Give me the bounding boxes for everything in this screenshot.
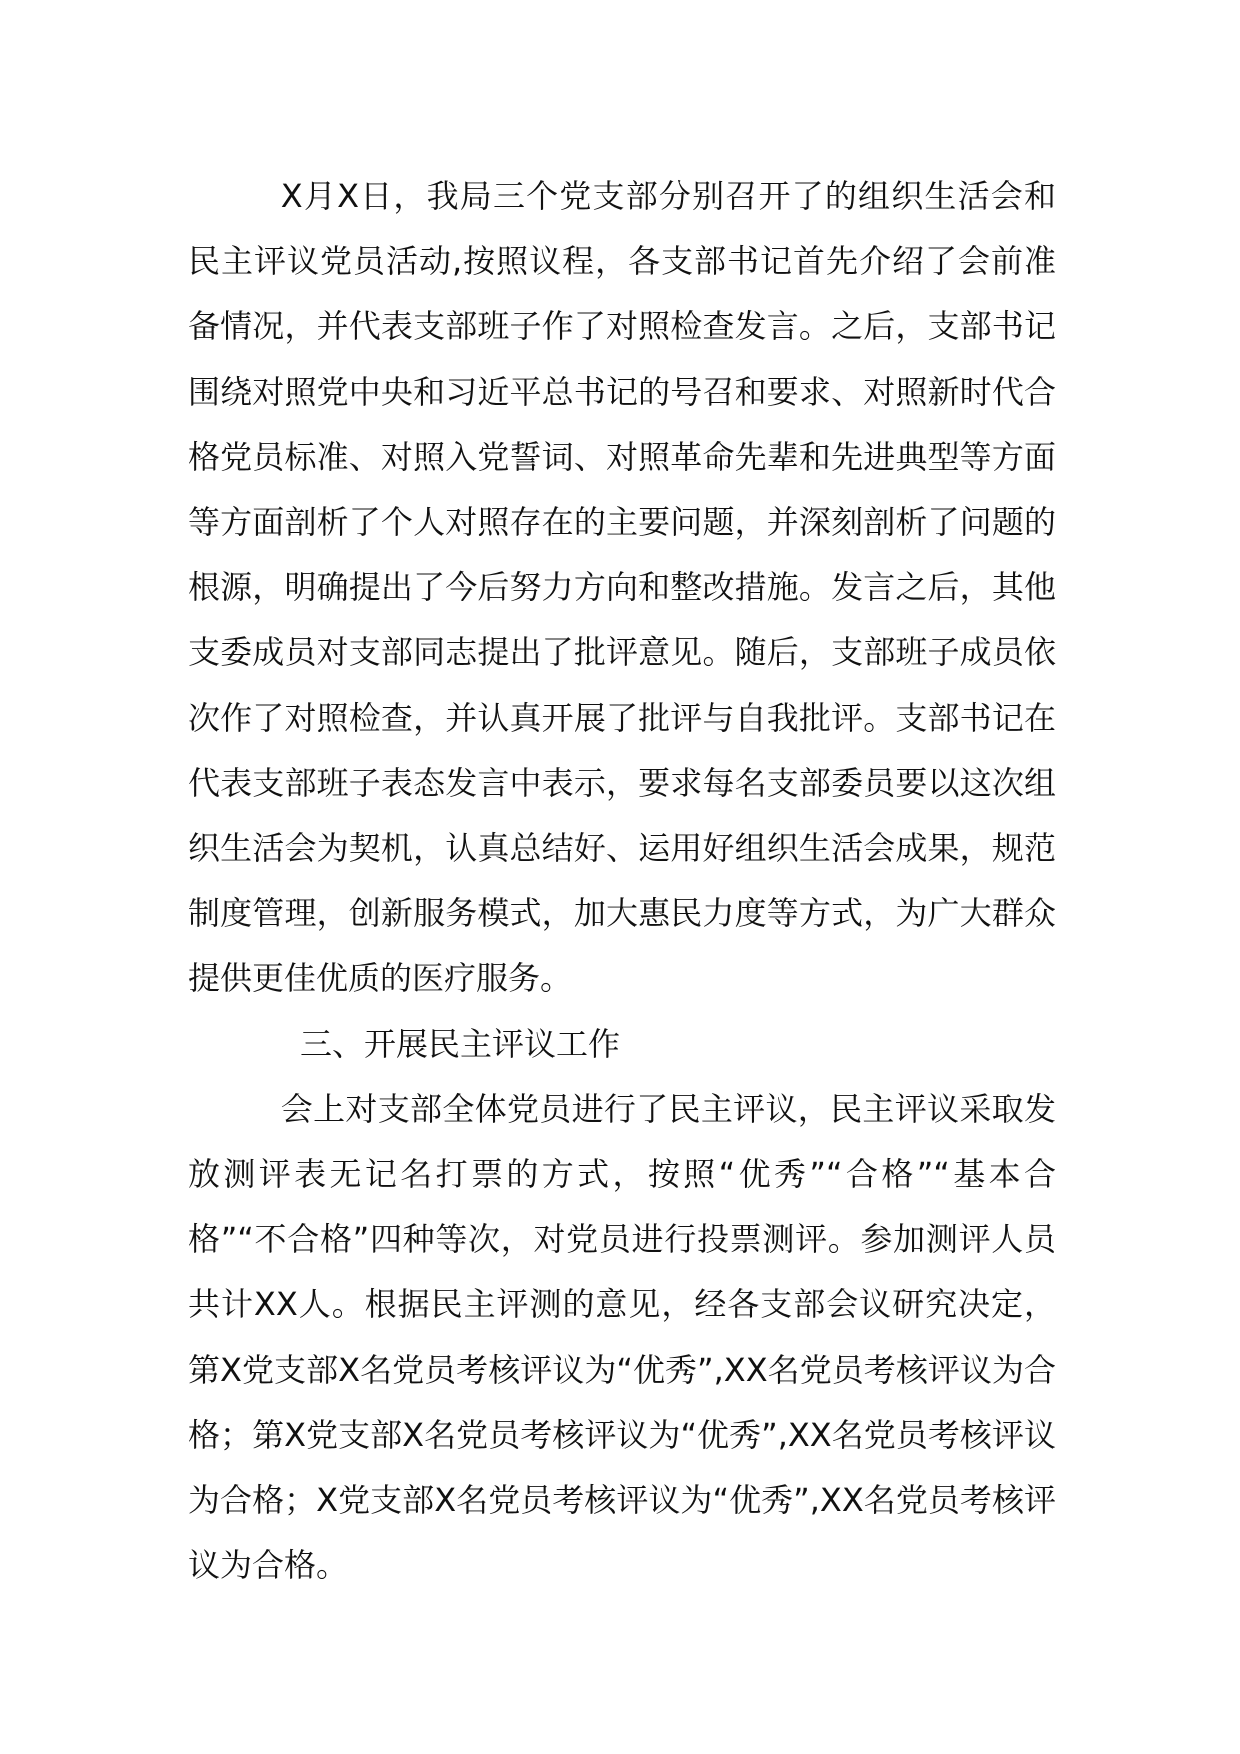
paragraph-democratic-evaluation: 会上对支部全体党员进行了民主评议，民主评议采取发放测评表无记名打票的方式，按照“优秀”“合格”“基本合格”“不合格”四种等次，对党员进行投票测评。参加测评人员共计XX人。根据民主评测的意见，经各支部会议研究决定，第X党支部X名党员考核评议为“优秀”,XX名党员考核评议为合格；第X党支部X名党员考核评议为“优秀”,XX名党员考核评议为合格；X党支部X名党员考核评议为“优秀”,XX名党员考核评议为合格。 [188, 1089, 1056, 1585]
section-heading: 三、开展民主评议工作 [300, 1024, 621, 1063]
document-body [188, 164, 1056, 1598]
paragraph-meeting-summary: X月X日，我局三个党支部分别召开了的组织生活会和民主评议党员活动,按照议程，各支部书记首先介绍了会前准备情况，并代表支部班子作了对照检查发言。之后，支部书记围绕对照党中央和习近平总书记的号召和要求、对照新时代合格党员标准、对照入党誓词、对照革命先辈和先进典型等方面等方面剖析了个人对照存在的主要问题，并深刻剖析了问题的根源，明确提出了今后努力方向和整改措施。发言之后，其他支委成员对支部同志提出了批评意见。随后，支部班子成员依次作了对照检查，并认真开展了批评与自我批评。支部书记在代表支部班子表态发言中表示，要求每名支部委员要以这次组织生活会为契机，认真总结好、运用好组织生活会成果，规范制度管理，创新服务模式，加大惠民力度等方式，为广大群众提供更佳优质的医疗服务。 [188, 177, 1056, 998]
